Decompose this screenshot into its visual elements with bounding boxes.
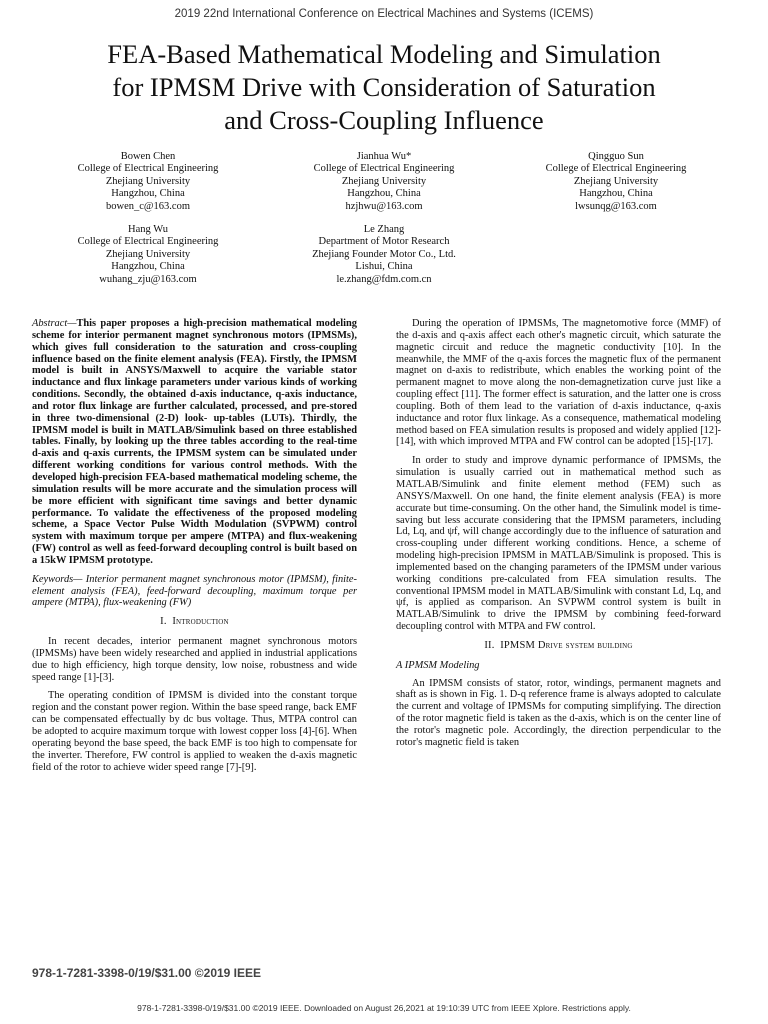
abstract-text: This paper proposes a high-precision mathematical modeling scheme for interior permanent magnet synchronous motors (IPMSMs), which gives full consideration to the saturation and cross-coupling influence based on the finite element analysis (FEA). Firstly, the IPMSM model is built in ANSYS/Maxwell to acquire the variable stator inductance and flux linkage parameters under various kinds of working conditions. Secondly, the obtained d-axis inductance, q-axis inductance, and rotor flux linkage are further calculated, processed, and pre-stored in three two-dimensional (2-D) look- up-tables (LUTs). Thirdly, the IPMSM model is built in MATLAB/Simulink based on three established tables. Finally, by looking up the three tables according to the real-time d-axis and q-axis currents, the IPMSM system can be simulated under different working conditions for various control methods. With the developed high-precision FEA-based mathematical modeling scheme, the simulation results will be more accurate and the simulation process will be more efficient with significant time savings and better dynamic performance. To validate the effectiveness of the proposed modeling scheme, a Space Vector Pulse Width Modulation (SVPWM) control system with maximum torque per ampere (MTPA) and flux-weakening (FW) control as well as feed-forward decoupling control is built based on a 15kW IPMSM prototype. xyxy=(32,318,357,566)
author-email: lwsunqg@163.com xyxy=(575,200,657,212)
author-4 xyxy=(28,224,268,286)
author-dept: College of Electrical Engineering xyxy=(77,163,219,175)
section-heading-introduction xyxy=(32,616,357,628)
author-org: Zhejiang University xyxy=(105,248,191,260)
author-org: Zhejiang University xyxy=(105,175,191,187)
body-paragraph-2: In order to study and improve dynamic performance of IPMSMs, the simulation is usually carried out in mathematical method such as MATLAB/Simulink and finite element method (FEM) such as ANSYS/Maxwell. On one hand, the finite element analysis (FEA) is more accurate but time-consuming. On the other hand, the Simulink model is time-saving but less accurate considering that the IPMSM parameters, including Ld, Lq, and ψf, will change accordingly due to the influence of saturation and cross-coupling under different working conditions. Hence, a scheme of modeling high-precision IPMSM in MATLAB/Simulink is proposed. This is implemented based on the changing parameters of the IPMSM under various working conditions pre-calculated from FEA simulation results. The conventional IPMSM model in MATLAB/Simulink with constant Ld, Lq, and ψf, is applied as comparison. An SVPWM control system is built in MATLAB/Simulink to drive the IPMSM by combining feed-forward decoupling control with MTPA and FW control. xyxy=(396,455,721,633)
author-org: Zhejiang Founder Motor Co., Ltd. xyxy=(312,248,456,260)
section-title: IPMSM Drive system building xyxy=(500,639,633,651)
author-city: Hangzhou, China xyxy=(579,188,653,200)
paper-title xyxy=(20,38,748,137)
left-column xyxy=(32,318,357,780)
subsection-heading: A IPMSM Modeling xyxy=(396,659,480,671)
author-city: Hangzhou, China xyxy=(347,188,421,200)
author-dept: College of Electrical Engineering xyxy=(77,236,219,248)
abstract xyxy=(32,318,357,567)
keywords-text: Interior permanent magnet synchronous motor (IPMSM), finite-element analysis (FEA), feed-forward decoupling, maximum torque per ampere (MTPA), flux-weakening (FW) xyxy=(32,573,357,609)
author-city: Hangzhou, China xyxy=(111,261,185,273)
author-name: Jianhua Wu* xyxy=(356,151,412,162)
isbn-line: 978-1-7281-3398-0/19/$31.00 ©2019 IEEE xyxy=(32,966,262,980)
modeling-paragraph: An IPMSM consists of stator, rotor, windings, permanent magnets and shaft as is shown in Fig. 1. D-q reference frame is always adopted to calculate the current and voltage of IPMSMs for computing simplifying. The direction of the rotor magnetic field is taken as the d-axis, which is on the center line of the rotor's magnetic pole. Accordingly, the direction perpendicular to the rotor's magnetic field is taken xyxy=(396,677,721,748)
section-number: II. xyxy=(484,639,495,651)
intro-paragraph-2: The operating condition of IPMSM is divided into the constant torque region and the constant power region. Within the base speed range, back EMF can be compensated effectually by dc bus voltage. Thus, MTPA control can be adopted to acquire maximum torque with lowest copper loss [4]-[6]. When operating beyond the base speed, the back EMF is too high to compensate for the inverter. Therefore, FW control is applied to weaken the d-axis magnetic field of the rotor to achieve wider speed range [7]-[9]. xyxy=(32,690,357,773)
conference-header: 2019 22nd International Conference on Electrical Machines and Systems (ICEMS) xyxy=(174,8,594,20)
title-line-3: and Cross-Coupling Influence xyxy=(224,105,544,135)
author-org: Zhejiang University xyxy=(573,175,659,187)
author-email: wuhang_zju@163.com xyxy=(99,273,197,285)
right-column xyxy=(396,318,721,756)
author-name: Hang Wu xyxy=(128,224,168,235)
author-dept: College of Electrical Engineering xyxy=(545,163,687,175)
author-dept: College of Electrical Engineering xyxy=(313,163,455,175)
abstract-label: Abstract— xyxy=(32,318,77,329)
author-city: Hangzhou, China xyxy=(111,188,185,200)
title-line-1: FEA-Based Mathematical Modeling and Simulation xyxy=(107,39,661,69)
intro-paragraph-1: In recent decades, interior permanent magnet synchronous motors (IPMSMs) have been widely researched and applied in industrial applications due to high efficiency, high torque density, low noise, robustness and wide speed range [1]-[3]. xyxy=(32,636,357,683)
author-name: Bowen Chen xyxy=(120,151,176,162)
keywords xyxy=(32,574,357,610)
author-org: Zhejiang University xyxy=(341,175,427,187)
author-city: Lishui, China xyxy=(355,261,413,273)
author-dept: Department of Motor Research xyxy=(318,236,450,248)
author-5 xyxy=(264,224,504,286)
license-footer: 978-1-7281-3398-0/19/$31.00 ©2019 IEEE. Downloaded on August 26,2021 at 19:10:39 UTC from IEEE Xplore. Restrictions apply. xyxy=(137,1003,631,1013)
author-email: bowen_c@163.com xyxy=(105,200,191,212)
section-heading-drive xyxy=(396,640,721,652)
author-email: hzjhwu@163.com xyxy=(345,200,423,212)
author-name: Le Zhang xyxy=(363,224,405,235)
section-title: Introduction xyxy=(172,616,229,628)
author-name: Qingguo Sun xyxy=(588,151,644,162)
author-3 xyxy=(496,151,736,213)
author-2 xyxy=(264,151,504,213)
body-paragraph-1: During the operation of IPMSMs, The magnetomotive force (MMF) of the d-axis and q-axis affect each other's magnetic circuit, which saturate the magnetic circuit and reduce the magnetic conductivity [10]. In the meanwhile, the MMF of the q-axis forces the magnetic flux of the permanent magnet on d-axis to redistribute, which enables the working point of the permanent magnet to move along the non-demagnetization curve just like a coupling effect [11]. The former effect is saturation, and the latter one is cross coupling. Both of them lead to the variation of d-axis inductance, q-axis inductance and rotor flux linkage. As a consequence, mathematical modeling method based on FEA simulation results is proposed and widely applied [12]-[14], with which improved MTPA and FW control can be adopted [15]-[17]. xyxy=(396,318,721,448)
section-number: I. xyxy=(160,616,167,628)
keywords-label: Keywords— xyxy=(32,573,86,585)
title-line-2: for IPMSM Drive with Consideration of Saturation xyxy=(112,72,656,102)
author-1 xyxy=(28,151,268,213)
author-email: le.zhang@fdm.com.cn xyxy=(336,273,432,285)
